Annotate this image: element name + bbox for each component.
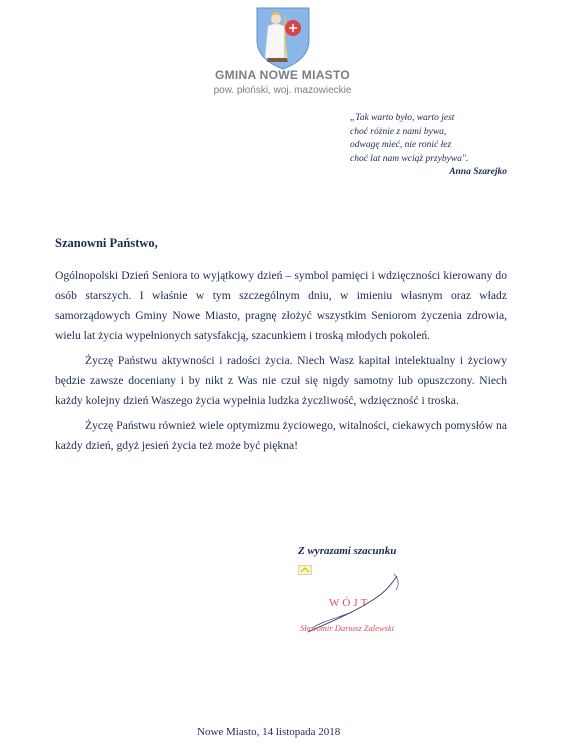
- letter-paragraph: Życzę Państwu aktywności i radości życia. Niech Wasz kapitał intelektualny i życiowy będzie zawsze doceniany i by nikt z Was nie czuł się nigdy samotny lub opuszczony. Niech każdy kolejny dzień Waszego życia wypełnia ludzka życzliwość, wdzięczność i troska.: [55, 354, 507, 407]
- letter-body: [55, 266, 507, 461]
- stamp-name: Sławomir Dariusz Zalewski: [300, 623, 394, 633]
- letter-greeting: Szanowni Państwo,: [55, 236, 158, 250]
- motto-line: choć różnie z nami bywa,: [350, 126, 447, 137]
- motto-quote: [350, 112, 508, 166]
- office-name: GMINA NOWE MIASTO: [214, 68, 351, 82]
- motto-line: „Tak warto było, warto jest: [350, 113, 455, 123]
- letter-paragraph: Ogólnopolski Dzień Seniora to wyjątkowy dzień – symbol pamięci i wdzięczności kierowany do osób starszych. I właśnie w tym szczególnym dniu, w imieniu własnym oraz władz samorządowych Gminy Nowe Miasto, pragnę złożyć wszystkim Seniorom życzenia zdrowia, wielu lat życia wypełnionych satysfakcją, szacunkiem i troską młodych pokoleń.: [55, 269, 507, 342]
- place-and-date: Nowe Miasto, 14 listopada 2018: [197, 726, 341, 738]
- office-subtitle: pow. płoński, woj. mazowieckie: [213, 85, 352, 96]
- letter-paragraph: Życzę Państwu również wiele optymizmu życiowego, witalności, ciekawych pomysłów na każdy dzień, gdyż jesień życia też może być piękna!: [55, 419, 507, 452]
- letter-closing: Z wyrazami szacunku: [298, 545, 397, 557]
- municipal-coat-of-arms: [254, 6, 312, 70]
- motto-line: odwagę mieć, nie ronić łez: [350, 140, 452, 150]
- stamp-title: WÓJT: [329, 597, 371, 609]
- motto-line: choć lat nam wciąż przybywa".: [350, 153, 469, 164]
- motto-author: Anna Szarejko: [449, 167, 507, 177]
